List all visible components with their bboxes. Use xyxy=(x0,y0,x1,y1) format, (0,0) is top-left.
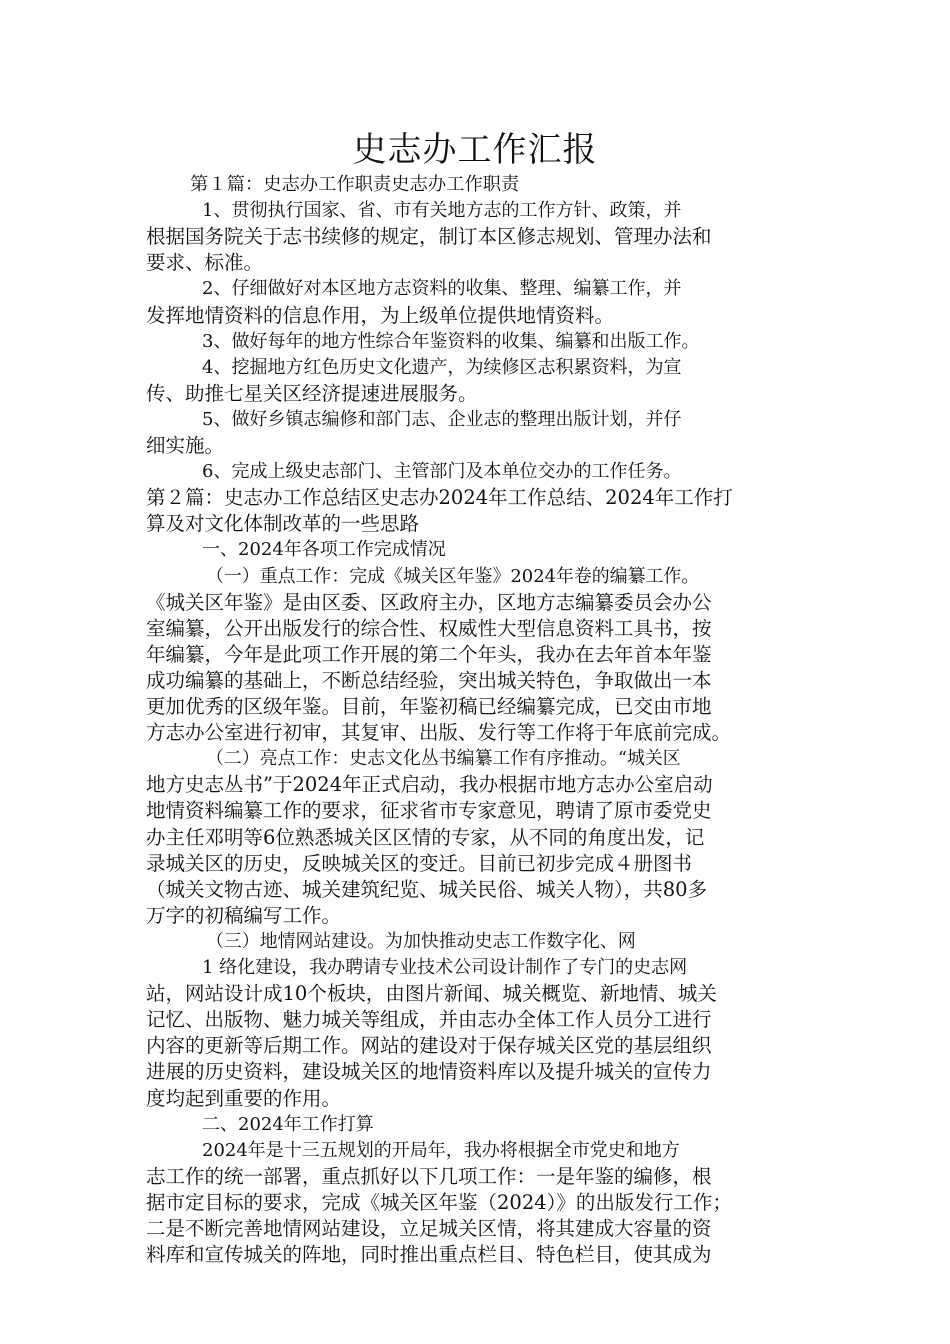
text-line: 6、完成上级史志部门、主管部门及本单位交办的工作任务。 xyxy=(202,461,682,483)
text-line: 一、2024年各项工作完成情况 xyxy=(202,539,446,561)
text-line: 录城关区的历史，反映城关区的变迁。目前已初步完成４册图书 xyxy=(146,851,693,875)
text-line: 地方史志丛书”于2024年正式启动，我办根据市地方志办公室启动 xyxy=(146,773,713,797)
text-line: （二）亮点工作：史志文化丛书编纂工作有序推动。“城关区 xyxy=(206,748,681,770)
text-line: 发挥地情资料的信息作用，为上级单位提供地情资料。 xyxy=(146,303,615,327)
text-line: 4、挖掘地方红色历史文化遗产，为续修区志积累资料，为宣 xyxy=(202,356,682,378)
text-line: 年编纂，今年是此项工作开展的第二个年头，我办在去年首本年鉴 xyxy=(146,642,712,666)
text-line: 1、贯彻执行国家、省、市有关地方志的工作方针、政策，并 xyxy=(202,200,682,222)
text-line: 5、做好乡镇志编修和部门志、企业志的整理出版计划，并仔 xyxy=(202,408,682,430)
text-line: 第２篇：史志办工作总结区史志办2024年工作总结、2024年工作打 xyxy=(146,486,733,510)
text-line: 二、2024年工作打算 xyxy=(202,1113,374,1135)
text-line: 据市定目标的要求，完成《城关区年鉴（2024）》的出版发行工作； xyxy=(146,1190,732,1214)
text-line: 成功编纂的基础上，不断总结经验，突出城关特色，争取做出一本 xyxy=(146,668,712,692)
text-line: 站，网站设计成10个板块，由图片新闻、城关概览、新地情、城关 xyxy=(146,982,717,1006)
text-line: 二是不断完善地情网站建设，立足城关区情，将其建成大容量的资 xyxy=(146,1217,712,1240)
text-line: 传、助推七星关区经济提速进展服务。 xyxy=(146,381,478,405)
text-line: 室编纂，公开出版发行的综合性、权威性大型信息资料工具书，按 xyxy=(146,616,712,640)
text-line: 3、做好每年的地方性综合年鉴资料的收集、编纂和出版工作。 xyxy=(202,330,700,352)
text-line: 算及对文化体制改革的一些思路 xyxy=(146,512,420,536)
text-line: 万字的初稿编写工作。 xyxy=(146,903,342,927)
text-line: 志工作的统一部署，重点抓好以下几项工作：一是年鉴的编修，根 xyxy=(146,1164,712,1188)
text-line: 1 络化建设，我办聘请专业技术公司设计制作了专门的史志网 xyxy=(202,957,688,978)
text-line: 记忆、出版物、魅力城关等组成，并由志办全体工作人员分工进行 xyxy=(146,1008,712,1032)
text-line: 更加优秀的区级年鉴。目前，年鉴初稿已经编纂完成，已交由市地 xyxy=(146,695,712,718)
text-line: 进展的历史资料，建设城关区的地情资料库以及提升城关的宣传力 xyxy=(146,1060,712,1084)
text-line: 《城关区年鉴》是由区委、区政府主办，区地方志编纂委员会办公 xyxy=(146,590,712,614)
text-line: （城关文物古迹、城关建筑纪览、城关民俗、城关人物），共80多 xyxy=(146,877,708,901)
text-line: 度均起到重要的作用。 xyxy=(146,1086,342,1110)
text-line: （三）地情网站建设。为加快推动史志工作数字化、网 xyxy=(206,930,636,952)
text-line: 2、仔细做好对本区地方志资料的收集、整理、编纂工作，并 xyxy=(202,278,682,300)
text-line: 2024年是十三五规划的开局年，我办将根据全市党史和地方 xyxy=(202,1139,680,1161)
text-line: 办主任邓明等6位熟悉城关区区情的专家，从不同的角度出发，记 xyxy=(146,825,705,849)
text-line: 方志办公室进行初审，其复审、出版、发行等工作将于年底前完成。 xyxy=(146,721,732,745)
text-line: 料库和宣传城关的阵地，同时推出重点栏目、特色栏目，使其成为 xyxy=(146,1243,712,1267)
text-line: （一）重点工作：完成《城关区年鉴》2024年卷的编纂工作。 xyxy=(206,565,700,587)
text-line: 地情资料编纂工作的要求，征求省市专家意见，聘请了原市委党史 xyxy=(146,799,712,823)
text-line: 根据国务院关于志书续修的规定，制订本区修志规划、管理办法和 xyxy=(146,225,712,249)
text-line: 细实施。 xyxy=(146,434,225,457)
text-line: 第１篇：史志办工作职责史志办工作职责 xyxy=(190,174,520,195)
document-title: 史志办工作汇报 xyxy=(352,130,598,170)
text-line: 要求、标准。 xyxy=(146,251,264,275)
text-line: 内容的更新等后期工作。网站的建设对于保存城关区党的基层组织 xyxy=(146,1034,712,1058)
